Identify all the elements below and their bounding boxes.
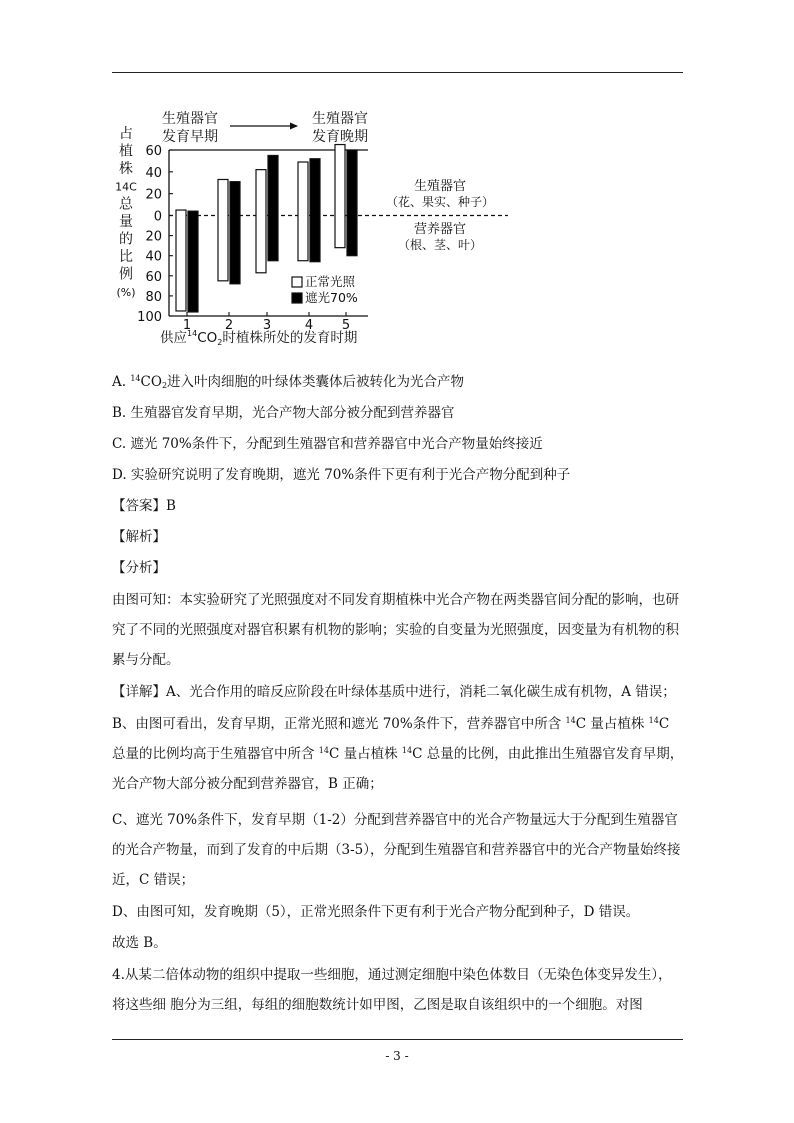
y-label-char: 比 xyxy=(119,249,133,265)
x-tick-label: 3 xyxy=(262,318,272,333)
y-label-char: 14C xyxy=(115,180,137,194)
y-label-char: 例 xyxy=(119,266,133,283)
side-label-upper-1: 生殖器官 xyxy=(413,179,467,194)
y-label-char: 株 xyxy=(119,161,133,177)
y-axis-ticks xyxy=(137,144,173,325)
bar-normal-light xyxy=(176,210,186,311)
bar-shade-70 xyxy=(230,182,240,284)
y-label-char: 植 xyxy=(119,143,133,160)
x-tick-label: 2 xyxy=(224,318,234,333)
bar-shade-70 xyxy=(310,159,320,262)
y-label-char: 的 xyxy=(119,231,133,248)
bar-shade-70 xyxy=(188,211,198,312)
option-a: A. $^{14}CO_2$进入叶肉细胞的叶绿体类囊体后被转化为光合产物 xyxy=(112,374,465,390)
analysis-subtitle: 【分析】 xyxy=(112,560,166,576)
bar-normal-light xyxy=(218,179,228,280)
bar-normal-light xyxy=(256,170,266,273)
option-c: C. 遮光 70%条件下，分配到生殖器官和营养器官中光合产物量始终接近 xyxy=(112,436,543,452)
analysis-paragraph: 由图可知：本实验研究了光照强度对不同发育期植株中光合产物在两类器官间分配的影响，也研究了不同的光照强度对器官积累有机物的影响；实验的自变量为光照强度，因变量为有机物的积累与分配。 xyxy=(112,592,679,668)
y-tick-label: 40 xyxy=(145,249,162,265)
legend-swatch-normal-light xyxy=(292,277,302,287)
y-tick-label: 0 xyxy=(153,209,162,225)
y-tick-label: 80 xyxy=(145,289,162,305)
legend-label-shade-70: 遮光70% xyxy=(305,290,358,305)
y-tick-label: 20 xyxy=(145,229,162,245)
top-label-left-2: 发育早期 xyxy=(162,129,218,145)
y-label-char: 占 xyxy=(119,126,133,142)
option-d: D. 实验研究说明了发育晚期，遮光 70%条件下更有利于光合产物分配到种子 xyxy=(112,467,571,483)
detail-d: D、由图可知，发育晚期（5），正常光照条件下更有利于光合产物分配到种子，D 错误。 xyxy=(112,904,640,920)
detail-b: B、由图可看出，发育早期，正常光照和遮光 70%条件下，营养器官中所含 $^{14}$C 量占植株 $^{14}$C 总量的比例均高于生殖器官中所含 $^{14}$C 量占植株 $^{14}$C 总量的比例，由此推出生殖器官发育早期，光合产物大部分被分配到营养器官，B 正确； xyxy=(112,716,684,792)
conclusion: 故选 B。 xyxy=(112,935,167,951)
y-label-char: 量 xyxy=(119,214,133,230)
answer: 【答案】B xyxy=(112,498,176,514)
bar-chart xyxy=(112,100,532,360)
detail-a: 【详解】A、光合作用的暗反应阶段在叶绿体基质中进行，消耗二氧化碳生成有机物，A 错误； xyxy=(112,684,676,700)
bar-normal-light xyxy=(335,145,345,248)
side-label-upper-2: （花、果实、种子） xyxy=(385,195,495,209)
y-tick-label: 60 xyxy=(145,269,162,285)
y-tick-label: 60 xyxy=(145,144,162,159)
top-arrow-head xyxy=(290,123,298,130)
analysis-title: 【解析】 xyxy=(112,529,166,545)
x-tick-label: 4 xyxy=(304,318,314,333)
bar-shade-70 xyxy=(268,155,278,260)
y-label-char: (%) xyxy=(116,286,136,299)
legend-label-normal-light: 正常光照 xyxy=(305,274,356,289)
question-4: 4.从某二倍体动物的组织中提取一些细胞，通过测定细胞中染色体数目（无染色体变异发生），将这些细 胞分为三组，每组的细胞数统计如甲图，乙图是取自该组织中的一个细胞。对图 xyxy=(112,967,672,1013)
y-label-char: 总 xyxy=(119,196,133,213)
legend xyxy=(292,274,358,305)
x-tick-label: 5 xyxy=(341,318,351,333)
y-axis-label xyxy=(115,125,137,299)
y-tick-label: 40 xyxy=(145,165,162,181)
footer-rule xyxy=(112,1039,683,1040)
side-label-lower-2: （根、茎、叶） xyxy=(397,238,483,252)
top-label-right-2: 发育晚期 xyxy=(312,129,368,145)
legend-swatch-shade-70 xyxy=(292,293,302,303)
top-label-right-1: 生殖器官 xyxy=(312,111,368,127)
option-b: B. 生殖器官发育早期，光合产物大部分被分配到营养器官 xyxy=(112,405,455,421)
y-tick-label: 20 xyxy=(145,187,162,203)
side-label-lower-1: 营养器官 xyxy=(413,222,467,237)
x-tick-label: 1 xyxy=(182,318,192,333)
page-number: - 3 - xyxy=(385,1049,409,1063)
bar-normal-light xyxy=(298,162,308,261)
bar-shade-70 xyxy=(347,150,357,256)
top-label-left-1: 生殖器官 xyxy=(162,111,218,127)
detail-c: C、遮光 70%条件下，发育早期（1-2）分配到营养器官中的光合产物量远大于分配到生殖器官的光合产物量，而到了发育的中后期（3-5），分配到生殖器官和营养器官中的光合产物量始终接近，C 错误； xyxy=(112,812,681,888)
header-rule xyxy=(112,72,683,73)
x-axis-label: 供应$^{14}CO_2$时植株所处的发育时期 xyxy=(160,329,358,347)
y-tick-label: 100 xyxy=(137,310,162,325)
